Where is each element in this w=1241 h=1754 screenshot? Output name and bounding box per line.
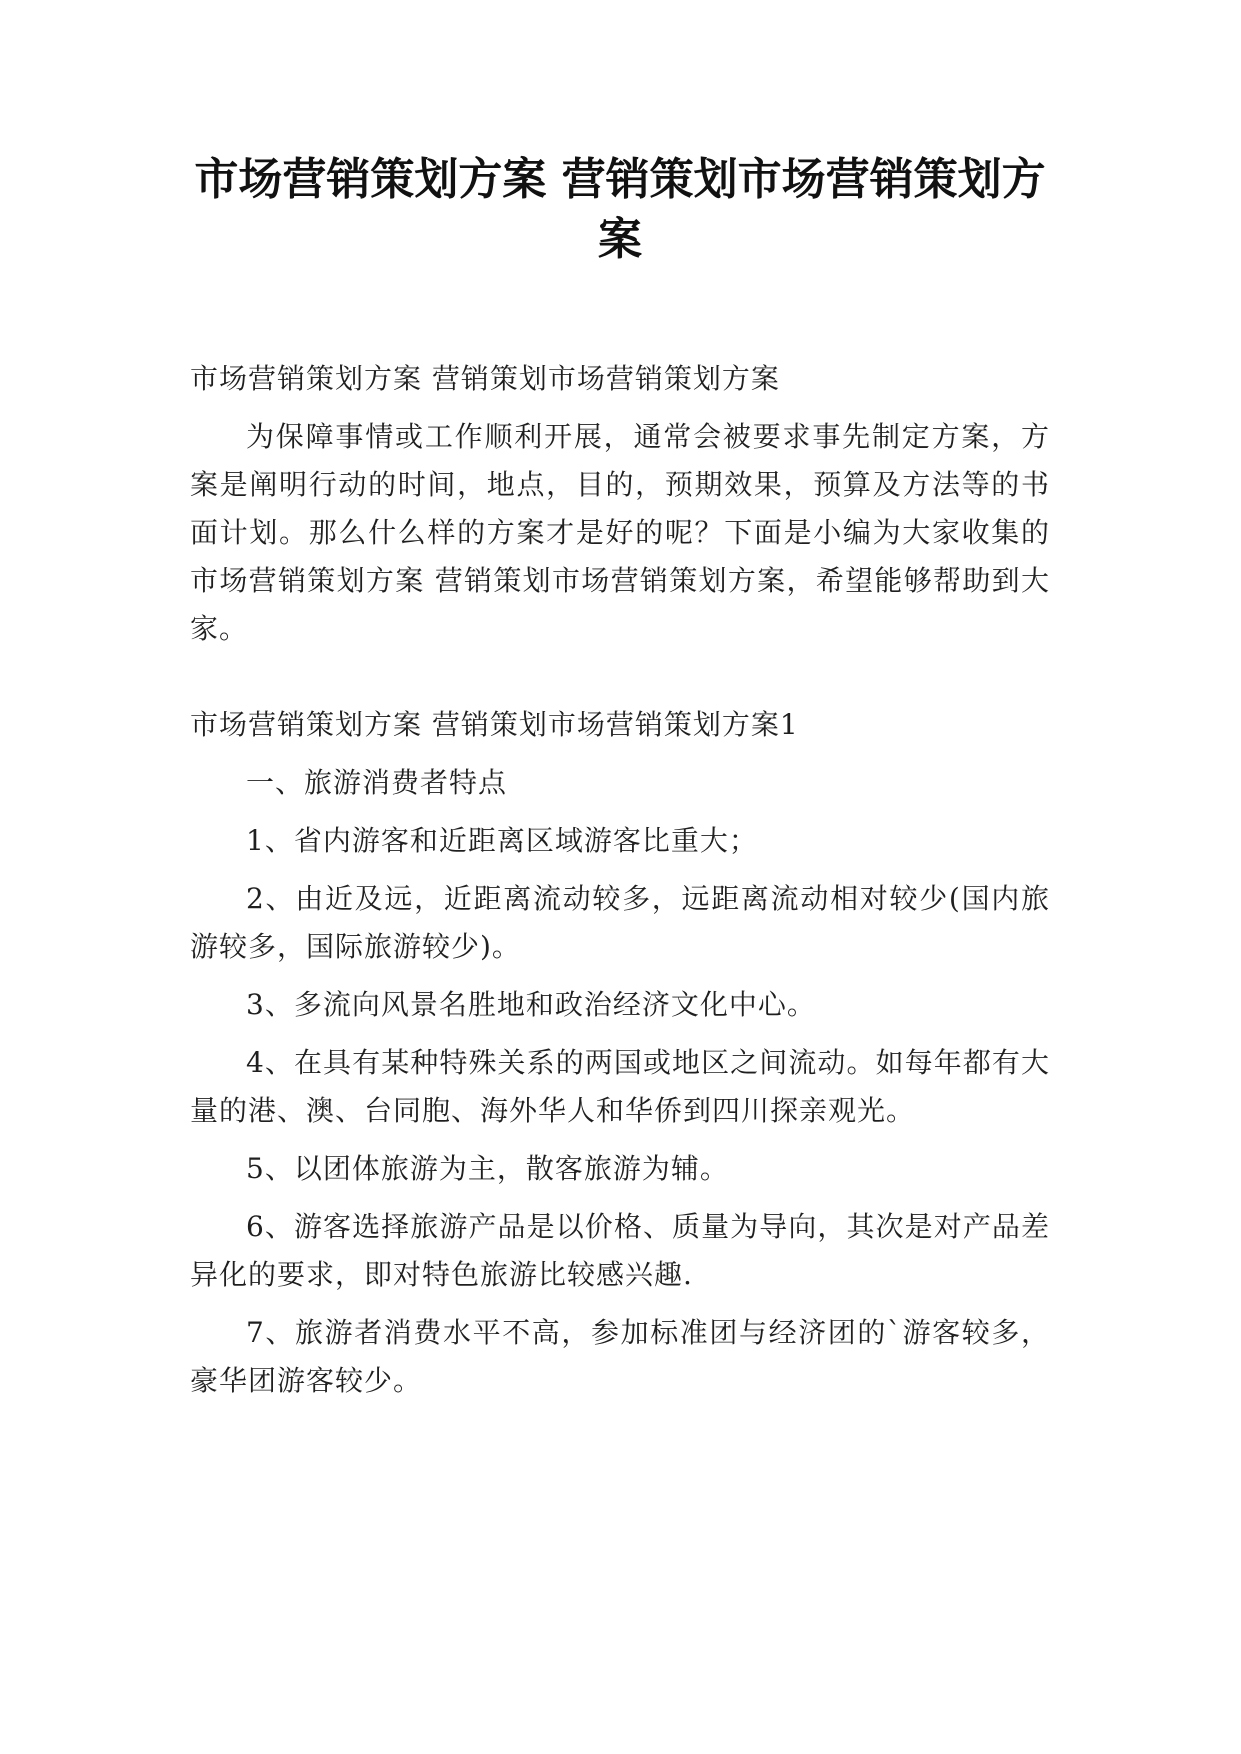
list-item: 5、以团体旅游为主，散客旅游为辅。	[246, 1152, 729, 1185]
list-item: 1、省内游客和近距离区域游客比重大；	[246, 824, 758, 857]
section-heading: 市场营销策划方案 营销策划市场营销策划方案1	[190, 708, 799, 741]
subsection-heading: 一、旅游消费者特点	[246, 766, 508, 799]
list-item: 2、由近及远，近距离流动较多，远距离流动相对较少(国内旅游较多，国际旅游较少)。	[190, 882, 1050, 963]
list-item: 4、在具有某种特殊关系的两国或地区之间流动。如每年都有大量的港、澳、台同胞、海外华人和华侨到四川探亲观光。	[190, 1046, 1050, 1127]
document-title: 市场营销策划方案 营销策划市场营销策划方案	[194, 154, 1046, 265]
list-item: 6、游客选择旅游产品是以价格、质量为导向，其次是对产品差异化的要求，即对特色旅游比较感兴趣.	[190, 1210, 1050, 1291]
intro-paragraph: 为保障事情或工作顺利开展，通常会被要求事先制定方案，方案是阐明行动的时间，地点，目的，预期效果，预算及方法等的书面计划。那么什么样的方案才是好的呢？下面是小编为大家收集的市场营销策划方案 营销策划市场营销策划方案，希望能够帮助到大家。	[190, 420, 1050, 645]
intro-heading: 市场营销策划方案 营销策划市场营销策划方案	[190, 362, 780, 395]
list-item: 3、多流向风景名胜地和政治经济文化中心。	[246, 988, 816, 1021]
list-item: 7、旅游者消费水平不高，参加标准团与经济团的`游客较多，豪华团游客较少。	[190, 1316, 1050, 1397]
document-body	[190, 355, 1050, 1415]
